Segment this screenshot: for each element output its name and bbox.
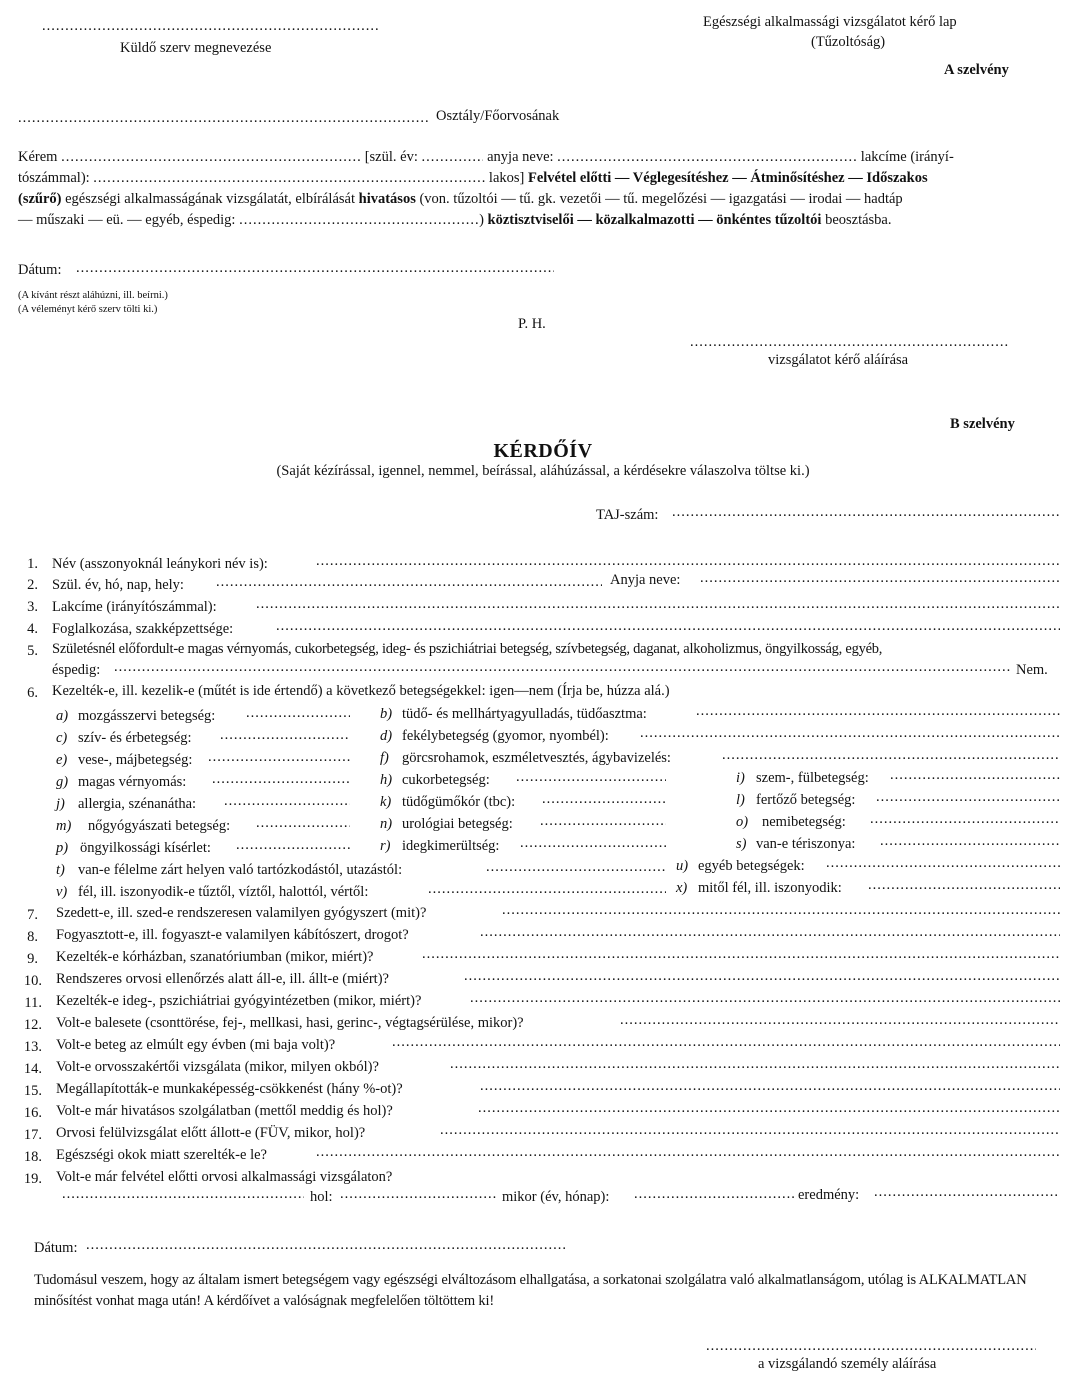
- q18-field[interactable]: [316, 1144, 1060, 1161]
- date-field-b[interactable]: [86, 1237, 566, 1254]
- q3-number: 3.: [27, 599, 38, 615]
- q11-label: Kezelték-e ideg-, pszichiátriai gyógyintézetben (mikor, miért)?: [56, 993, 422, 1009]
- disease-m-letter: m): [56, 818, 72, 834]
- disease-t-letter: t): [56, 862, 65, 878]
- disease-b-letter: b): [380, 706, 393, 722]
- disease-g-field[interactable]: [212, 771, 350, 788]
- department-label: Osztály/Főorvosának: [436, 108, 560, 124]
- q7-field[interactable]: [502, 902, 1060, 919]
- disease-l-field[interactable]: [876, 789, 1060, 806]
- disease-m-label: nőgyógyászati betegség:: [88, 818, 231, 834]
- disease-m-field[interactable]: [256, 815, 350, 832]
- disease-v-field[interactable]: [428, 881, 666, 898]
- q6-label: Kezelték-e, ill. kezelik-e (műtét is ide értendő) a következő betegségekkel: igen—nem (Írja be, húzza alá.): [52, 683, 670, 699]
- examinee-signature-line[interactable]: [706, 1338, 1036, 1355]
- birth-year-field[interactable]: [421, 147, 483, 168]
- disease-p-label: öngyilkossági kísérlet:: [80, 840, 211, 856]
- disease-v-letter: v): [56, 884, 68, 900]
- disease-j-field[interactable]: [224, 793, 350, 810]
- q8-field[interactable]: [480, 924, 1060, 941]
- form-subtitle: (Tűzoltóság): [811, 34, 886, 50]
- q9-label: Kezelték-e kórházban, szanatóriumban (mikor, miért)?: [56, 949, 374, 965]
- disease-x-letter: x): [676, 880, 688, 896]
- date-field-a[interactable]: [76, 260, 554, 277]
- other-position-field[interactable]: [239, 210, 479, 231]
- disease-a-letter: a): [56, 708, 69, 724]
- note-underline: (A kívánt részt aláhúzni, ill. beírni.): [18, 290, 168, 301]
- disease-o-letter: o): [736, 814, 749, 830]
- disease-n-label: urológiai betegség:: [402, 816, 513, 832]
- disease-e-letter: e): [56, 752, 68, 768]
- disease-s-letter: s): [736, 836, 747, 852]
- q4-field[interactable]: [276, 618, 1060, 635]
- q4-label: Foglalkozása, szakképzettsége:: [52, 621, 234, 637]
- disease-d-field[interactable]: [640, 725, 1060, 742]
- disease-g-label: magas vérnyomás:: [78, 774, 187, 790]
- q17-number: 17.: [23, 1127, 42, 1143]
- q19-where-field[interactable]: [340, 1186, 496, 1203]
- q8-label: Fogyasztott-e, ill. fogyaszt-e valamilyen kábítószert, drogot?: [56, 927, 409, 943]
- disease-t-field[interactable]: [486, 859, 666, 876]
- disease-o-label: nemibetegség:: [762, 814, 846, 830]
- q5-number: 5.: [27, 643, 38, 659]
- q10-number: 10.: [23, 973, 42, 989]
- q10-label: Rendszeres orvosi ellenőrzés alatt áll-e, ill. állt-e (miért)?: [56, 971, 389, 987]
- disease-t-label: van-e félelme zárt helyen való tartózkodástól, utazástól:: [78, 862, 403, 878]
- q16-number: 16.: [23, 1105, 42, 1121]
- q12-label: Volt-e balesete (csonttörése, fej-, mellkasi, hasi, gerinc-, végtagsérülése, mikor)?: [56, 1015, 524, 1031]
- q15-label: Megállapították-e munkaképesség-csökkenést (hány %-ot)?: [56, 1081, 403, 1097]
- q10-field[interactable]: [464, 968, 1060, 985]
- requester-signature-line[interactable]: [690, 334, 1008, 351]
- department-line[interactable]: [18, 110, 430, 127]
- disease-c-letter: c): [56, 730, 68, 746]
- disease-u-label: egyéb betegségek:: [698, 858, 805, 874]
- q19-number: 19.: [23, 1171, 42, 1187]
- q15-field[interactable]: [480, 1078, 1060, 1095]
- disease-j-label: allergia, szénanátha:: [78, 796, 197, 812]
- form-title: Egészségi alkalmassági vizsgálatot kérő lap: [703, 14, 957, 30]
- q18-label: Egészségi okok miatt szerelték-e le?: [56, 1147, 267, 1163]
- q5-line2-label: éspedig:: [52, 662, 101, 678]
- disease-x-label: mitől fél, ill. iszonyodik:: [698, 880, 842, 896]
- sender-label: Küldő szerv megnevezése: [120, 40, 272, 56]
- coupon-b-label: B szelvény: [950, 416, 1015, 432]
- sender-name-line[interactable]: [42, 18, 380, 35]
- mother-name-field[interactable]: [557, 147, 857, 168]
- q2-mother-field[interactable]: [700, 570, 1060, 587]
- disease-d-letter: d): [380, 728, 393, 744]
- disease-f-label: görcsrohamok, eszméletvesztés, ágybavizelés:: [402, 750, 671, 766]
- q11-number: 11.: [24, 995, 42, 1011]
- disease-a-label: mozgásszervi betegség:: [78, 708, 216, 724]
- disease-u-field[interactable]: [826, 855, 1060, 872]
- q19-when-field[interactable]: [634, 1186, 796, 1203]
- disease-r-letter: r): [380, 838, 391, 854]
- q11-field[interactable]: [470, 990, 1060, 1007]
- q19-result-field[interactable]: [874, 1184, 1060, 1201]
- disease-c-label: szív- és érbetegség:: [78, 730, 192, 746]
- q16-field[interactable]: [478, 1100, 1060, 1117]
- disease-h-field[interactable]: [516, 769, 666, 786]
- q3-label: Lakcíme (irányítószámmal):: [52, 599, 217, 615]
- q3-field[interactable]: [256, 596, 1060, 613]
- disease-b-field[interactable]: [696, 703, 1060, 720]
- disease-l-letter: l): [736, 792, 745, 808]
- q12-number: 12.: [23, 1017, 42, 1033]
- disease-a-field[interactable]: [246, 705, 350, 722]
- note-filled-by: (A véleményt kérő szerv tölti ki.): [18, 304, 158, 315]
- disease-r-label: idegkimerültség:: [402, 838, 500, 854]
- questionnaire-subtitle: (Saját kézírással, igennel, nemmel, beírással, aláhúzással, a kérdésekre válaszolva töltse ki.): [276, 463, 810, 479]
- q1-number: 1.: [27, 556, 38, 572]
- stamp-label: P. H.: [518, 316, 546, 332]
- q14-field[interactable]: [450, 1056, 1060, 1073]
- q16-label: Volt-e már hivatásos szolgálatban (mettől meddig és hol)?: [56, 1103, 393, 1119]
- patient-name-field[interactable]: [61, 147, 361, 168]
- examinee-signature-label: a vizsgálandó személy aláírása: [758, 1356, 937, 1372]
- q19-where-label: hol:: [310, 1189, 333, 1205]
- q13-number: 13.: [23, 1039, 42, 1055]
- disease-n-letter: n): [380, 816, 393, 832]
- q7-number: 7.: [27, 907, 38, 923]
- q14-label: Volt-e orvosszakértői vizsgálata (mikor, milyen okból)?: [56, 1059, 379, 1075]
- q14-number: 14.: [23, 1061, 42, 1077]
- q2-field[interactable]: [216, 574, 602, 591]
- requester-signature-label: vizsgálatot kérő aláírása: [768, 352, 909, 368]
- disease-i-field[interactable]: [890, 767, 1060, 784]
- taj-label: TAJ-szám:: [596, 507, 659, 523]
- disease-k-label: tüdőgümőkór (tbc):: [402, 794, 516, 810]
- address-field[interactable]: [93, 168, 485, 189]
- disease-d-label: fekélybetegség (gyomor, nyombél):: [402, 728, 609, 744]
- disease-b-label: tüdő- és mellhártyagyulladás, tüdőasztma:: [402, 706, 647, 722]
- q2-number: 2.: [27, 577, 38, 593]
- disease-g-letter: g): [56, 774, 69, 790]
- q19-where-line[interactable]: [62, 1186, 304, 1203]
- disease-n-field[interactable]: [540, 813, 666, 830]
- disease-s-label: van-e tériszonya:: [756, 836, 856, 852]
- disease-p-letter: p): [56, 840, 69, 856]
- disease-c-field[interactable]: [220, 727, 350, 744]
- q12-field[interactable]: [620, 1012, 1060, 1029]
- disease-i-label: szem-, fülbetegség:: [756, 770, 869, 786]
- q9-number: 9.: [27, 951, 38, 967]
- q19-label: Volt-e már felvétel előtti orvosi alkalmassági vizsgálaton?: [56, 1169, 393, 1185]
- disease-f-field[interactable]: [722, 747, 1060, 764]
- q5-label: Születésnél előfordult-e magas vérnyomás, cukorbetegség, ideg- és pszichiátriai betegség, szívbetegség, daganat, alkoholizmus, öngyilkosság, egyéb,: [52, 641, 883, 657]
- taj-field[interactable]: [672, 504, 1060, 521]
- q9-field[interactable]: [422, 946, 1060, 963]
- disease-p-field[interactable]: [236, 837, 350, 854]
- q19-when-label: mikor (év, hónap):: [502, 1189, 610, 1205]
- q13-label: Volt-e beteg az elmúlt egy évben (mi baja volt)?: [56, 1037, 336, 1053]
- q6-number: 6.: [27, 685, 38, 701]
- disease-o-field[interactable]: [870, 811, 1060, 828]
- q1-field[interactable]: [316, 553, 1060, 570]
- coupon-a-label: A szelvény: [944, 62, 1009, 78]
- request-paragraph: Kérem ..... [szül. év: ..... anyja neve: ..... lakcíme (irányí- tószámmal): ..... lakos] Felvétel előtti — Véglegesítéshez — Átminősítéshez — Időszakos (szűrő) egészségi alkalmasságának vizsgálatát, elbírálását hivatásos (von. tűzoltói — tű. gk. vezetői — tű. megelőzési — igazgatási — irodai — hadtáp — műszaki — eü. — egyéb, éspedig: ..... ) köztisztviselői — közalkalmazotti — önkéntes tűzoltói beosztásba.: [18, 147, 1054, 231]
- q17-label: Orvosi felülvizsgálat előtt állott-e (FÜV, mikor, hol)?: [56, 1125, 366, 1141]
- disease-u-letter: u): [676, 858, 689, 874]
- disease-v-label: fél, ill. iszonyodik-e tűztől, víztől, halottól, vértől:: [78, 884, 369, 900]
- q19-result-label: eredmény:: [798, 1187, 860, 1203]
- q2-label: Szül. év, hó, nap, hely:: [52, 577, 184, 593]
- disease-e-field[interactable]: [208, 749, 350, 766]
- q18-number: 18.: [23, 1149, 42, 1165]
- disease-h-label: cukorbetegség:: [402, 772, 490, 788]
- disease-e-label: vese-, májbetegség:: [78, 752, 193, 768]
- q2-mother-label: Anyja neve:: [610, 572, 681, 588]
- q17-field[interactable]: [440, 1122, 1060, 1139]
- declaration-text: Tudomásul veszem, hogy az általam ismert betegségem vagy egészségi elváltozásom elhallgatása, a sorkatonai szolgálatra való alkalmatlanságom, utólag is ALKALMATLAN minősítést vonhat maga után! A kérdőívet a valóságnak megfelelően töltöttem ki!: [34, 1272, 1027, 1309]
- disease-f-letter: f): [380, 750, 389, 766]
- q13-field[interactable]: [392, 1034, 1060, 1051]
- disease-k-letter: k): [380, 794, 392, 810]
- disease-i-letter: i): [736, 770, 745, 786]
- q1-label: Név (asszonyoknál leánykori név is):: [52, 556, 268, 572]
- q5-field[interactable]: [114, 659, 1012, 676]
- disease-x-field[interactable]: [868, 877, 1060, 894]
- date-label-b: Dátum:: [34, 1240, 78, 1256]
- disease-s-field[interactable]: [880, 833, 1060, 850]
- q7-label: Szedett-e, ill. szed-e rendszeresen valamilyen gyógyszert (mit)?: [56, 905, 427, 921]
- date-label-a: Dátum:: [18, 262, 62, 278]
- disease-h-letter: h): [380, 772, 393, 788]
- q5-no[interactable]: Nem.: [1016, 662, 1048, 678]
- disease-j-letter: j): [56, 796, 65, 812]
- q15-number: 15.: [23, 1083, 42, 1099]
- q4-number: 4.: [27, 621, 38, 637]
- q8-number: 8.: [27, 929, 38, 945]
- disease-l-label: fertőző betegség:: [756, 792, 856, 808]
- questionnaire-title: KÉRDŐÍV: [493, 440, 593, 462]
- disease-r-field[interactable]: [520, 835, 666, 852]
- disease-k-field[interactable]: [542, 791, 666, 808]
